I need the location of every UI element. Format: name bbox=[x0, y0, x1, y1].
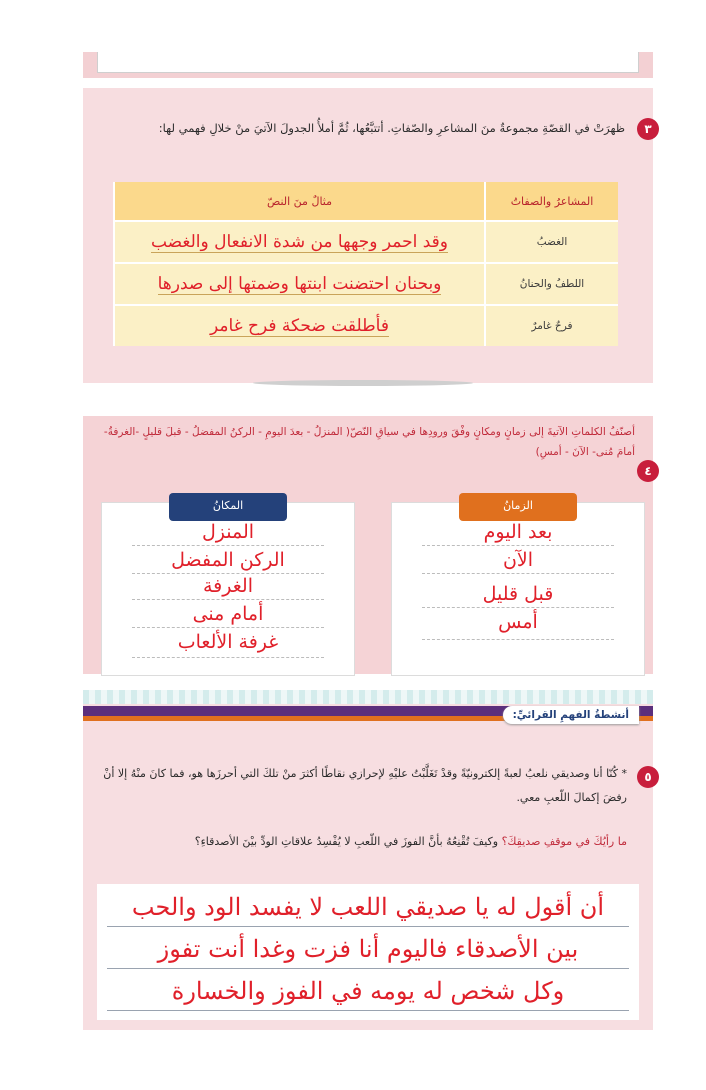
time-card bbox=[391, 499, 645, 676]
answer-line: بين الأصدقاء فاليوم أنا فزت وغدا أنت تفوز bbox=[107, 930, 629, 969]
answer-box-fragment bbox=[97, 52, 639, 73]
time-word: قبل قليل bbox=[482, 583, 554, 605]
column-header-example: مثالٌ منَ النصّ bbox=[114, 182, 485, 221]
ruled-line bbox=[132, 545, 324, 546]
place-word: أمام منى bbox=[192, 603, 264, 625]
time-word: الآن bbox=[502, 549, 534, 571]
table-row bbox=[114, 305, 618, 346]
question-part-b: وكيفَ تُقْنِعُهُ بأنَّ الفوزَ في اللّعبِ لا يُفْسِدُ علاقاتِ الودِّ بيْنَ الأصدقاءِ؟ bbox=[194, 835, 499, 848]
feeling-cell: الغضبُ bbox=[485, 221, 618, 263]
ruled-line bbox=[132, 627, 324, 628]
table-row bbox=[114, 221, 618, 263]
place-card bbox=[101, 499, 355, 676]
reading-comprehension-activity bbox=[83, 690, 653, 1030]
handwritten-answer: وبحنان احتضنت ابنتها وضمتها إلى صدرها bbox=[157, 274, 442, 294]
answer-line: أن أقول له يا صديقي اللعب لا يفسد الود والحب bbox=[107, 888, 629, 927]
table-shadow bbox=[253, 380, 473, 386]
table-row bbox=[114, 263, 618, 305]
ruled-line bbox=[422, 607, 614, 608]
place-word: المنزل bbox=[201, 521, 255, 543]
question-text: ظهرَتْ في القصّةِ مجموعةٌ منَ المشاعرِ والصّفاتِ. أتتبَّعُها، ثُمَّ أملأُ الجدولَ الآتيَ منْ خلالِ فهمي لها: bbox=[158, 121, 625, 135]
example-cell bbox=[114, 221, 485, 263]
handwritten-answer: وقد احمر وجهها من شدة الانفعال والغضب bbox=[150, 232, 449, 252]
time-tab-label: الزمانُ bbox=[459, 493, 577, 521]
example-cell bbox=[114, 263, 485, 305]
time-word: بعد اليوم bbox=[483, 521, 553, 543]
place-word: غرفة الألعاب bbox=[177, 631, 279, 653]
answer-box bbox=[97, 884, 639, 1020]
example-cell bbox=[114, 305, 485, 346]
feelings-exercise bbox=[83, 88, 653, 383]
place-word: الركن المفضل bbox=[171, 549, 285, 571]
feeling-cell: اللطفُ والحنانُ bbox=[485, 263, 618, 305]
question-part-a: ما رأيُكَ في موقفِ صديقِكَ؟ bbox=[501, 835, 627, 848]
feeling-cell: فرحٌ غامرٌ bbox=[485, 305, 618, 346]
previous-panel-fragment bbox=[83, 52, 653, 78]
section-title: أنشطةُ الفهمِ القرائيِّ: bbox=[503, 706, 639, 724]
handwritten-answer: فأطلقت ضحكة فرح غامر bbox=[210, 316, 389, 336]
question-number-badge: ٣ bbox=[637, 118, 659, 140]
ruled-line bbox=[132, 657, 324, 658]
column-header-feelings: المشاعرُ والصفاتُ bbox=[485, 182, 618, 221]
question-number-badge: ٥ bbox=[637, 766, 659, 788]
ruled-line bbox=[132, 599, 324, 600]
feelings-table bbox=[113, 182, 618, 346]
ruled-line bbox=[422, 545, 614, 546]
classification-exercise bbox=[83, 416, 653, 674]
ruled-line bbox=[132, 573, 324, 574]
question-text bbox=[91, 830, 627, 854]
question-text: أصنّفُ الكلماتِ الآتيةَ إلى زمانٍ ومكانٍ وفْقَ ورودِها في سياقِ النّصّ( المنزلُ - بعدَ اليومِ - الركنُ المفضلُ - قبلَ قليلٍ -الغرفةُ- أمامَ مُنى- الآنَ - أمسِ) bbox=[103, 426, 635, 458]
ruled-line bbox=[422, 573, 614, 574]
time-word: أمس bbox=[498, 611, 538, 633]
scenario-text: * كُنّا أنا وصديقي نلعبُ لعبةً إلكترونيّةً وقدْ تَغَلَّبْتُ عليْهِ لإحرازي نقاطًا أكثرَ منْ تلكَ التي أحرزَها هو، فما كانَ منْهُ إلا أنْ رفضَ إكمالَ اللّعبِ معي. bbox=[103, 767, 627, 804]
question-number-badge: ٤ bbox=[637, 460, 659, 482]
decorative-stripes bbox=[83, 690, 653, 704]
ruled-line bbox=[422, 639, 614, 640]
place-tab-label: المكانُ bbox=[169, 493, 287, 521]
place-word: الغرفة bbox=[203, 575, 253, 597]
answer-line: وكل شخص له يومه في الفوز والخسارة bbox=[107, 972, 629, 1011]
